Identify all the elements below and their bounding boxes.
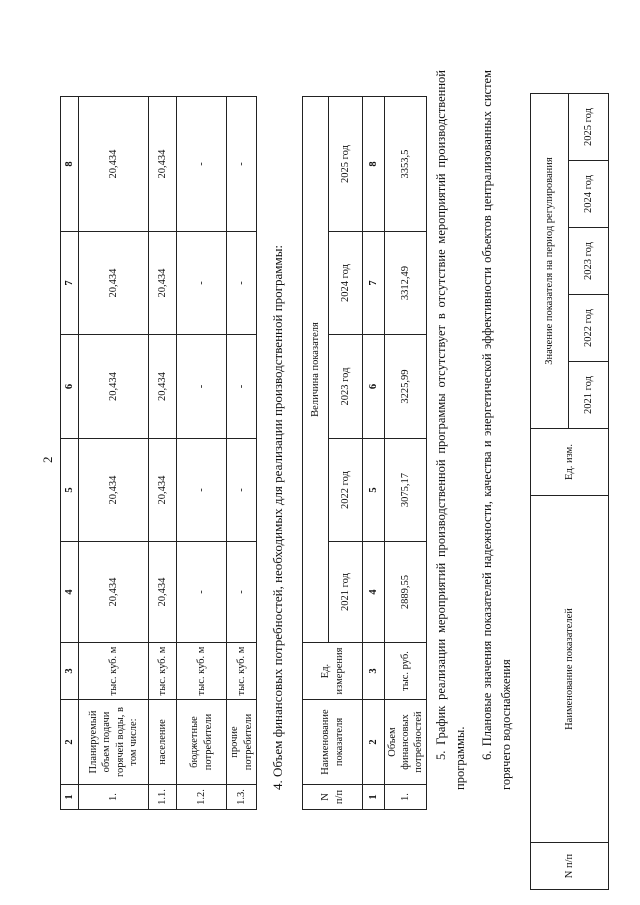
water-supply-table — [60, 96, 257, 810]
table-row — [79, 97, 149, 810]
row-name: Планируемый объем подачи горячей воды, в том числе: — [79, 700, 149, 785]
header-cell: 8 — [61, 97, 79, 232]
col-name-header: Наименование показателя — [303, 700, 363, 785]
row-value: 3225,99 — [385, 335, 427, 439]
section-6-paragraph: 6. Плановые значения показателей надежности, качества и энергетической эффективности объектов централизованных систем горячего водоснабжения — [480, 70, 513, 790]
year-header: 2023 год — [329, 335, 363, 439]
section-5-text — [432, 70, 470, 790]
row-value: - — [177, 335, 227, 439]
row-number: 1.3. — [227, 785, 257, 810]
row-value: - — [177, 97, 227, 232]
section-5-paragraph: 5. График реализации мероприятий производственной программы отсутствует в отсутствие мероприятий производственной программы. — [434, 70, 467, 790]
section-4-title: 4. Объем финансовых потребностей, необходимых для реализации производственной программы: — [270, 244, 285, 790]
table-header-row — [531, 94, 569, 890]
row-unit: тыс. куб. м — [177, 643, 227, 700]
row-name: прочие потребители — [227, 700, 257, 785]
header-cell: 1 — [61, 785, 79, 810]
col-n-header: N п/п — [303, 785, 363, 810]
year-header: 2022 год — [329, 439, 363, 542]
row-value: 3353,5 — [385, 97, 427, 232]
row-unit: тыс. руб. — [385, 643, 427, 700]
table-row — [385, 97, 427, 810]
row-value: 20,434 — [79, 232, 149, 335]
year-header: 2023 год — [569, 228, 609, 295]
index-cell: 4 — [363, 542, 385, 643]
header-cell: 6 — [61, 335, 79, 439]
row-value: 3312,49 — [385, 232, 427, 335]
financial-needs-table — [302, 96, 427, 810]
header-cell: 3 — [61, 643, 79, 700]
row-value: 20,434 — [79, 335, 149, 439]
row-value: - — [177, 542, 227, 643]
header-cell: 7 — [61, 232, 79, 335]
table-row — [177, 97, 227, 810]
reliability-indicators-table — [530, 93, 609, 890]
year-header: 2025 год — [569, 94, 609, 161]
row-value: 20,434 — [149, 542, 177, 643]
index-cell: 8 — [363, 97, 385, 232]
table-row — [149, 97, 177, 810]
col-group-header: Значение показателя на период регулирования — [531, 94, 569, 429]
col-group-header: Величина показателя — [303, 97, 329, 643]
row-name: бюджетные потребители — [177, 700, 227, 785]
year-header: 2022 год — [569, 295, 609, 362]
table-header-row — [303, 97, 329, 810]
row-value: 20,434 — [149, 335, 177, 439]
row-number: 1.1. — [149, 785, 177, 810]
row-number: 1.2. — [177, 785, 227, 810]
row-value: 2889,55 — [385, 542, 427, 643]
col-name-header: Наименование показателей — [531, 496, 609, 843]
year-header: 2021 год — [329, 542, 363, 643]
row-value: 20,434 — [79, 542, 149, 643]
row-unit: тыс. куб. м — [149, 643, 177, 700]
index-cell: 2 — [363, 700, 385, 785]
index-cell: 5 — [363, 439, 385, 542]
table-header-row — [61, 97, 79, 810]
year-header: 2024 год — [329, 232, 363, 335]
year-header: 2025 год — [329, 97, 363, 232]
row-value: 20,434 — [149, 232, 177, 335]
table-index-row — [363, 97, 385, 810]
section-6-text — [478, 70, 516, 790]
row-value: 3075,17 — [385, 439, 427, 542]
year-header: 2021 год — [569, 362, 609, 429]
table-row — [227, 97, 257, 810]
row-value: - — [227, 335, 257, 439]
col-unit-header: Ед. изм. — [531, 429, 609, 496]
page-number: 2 — [40, 456, 55, 463]
row-name: население — [149, 700, 177, 785]
row-unit: тыс. куб. м — [227, 643, 257, 700]
header-cell: 4 — [61, 542, 79, 643]
row-value: - — [227, 542, 257, 643]
header-cell: 2 — [61, 700, 79, 785]
index-cell: 1 — [363, 785, 385, 810]
row-number: 1. — [79, 785, 149, 810]
row-value: - — [177, 232, 227, 335]
row-value: 20,434 — [149, 97, 177, 232]
row-value: 20,434 — [149, 439, 177, 542]
row-unit: тыс. куб. м — [79, 643, 149, 700]
row-value: - — [177, 439, 227, 542]
index-cell: 7 — [363, 232, 385, 335]
year-header: 2024 год — [569, 161, 609, 228]
row-value: - — [227, 97, 257, 232]
row-value: - — [227, 439, 257, 542]
index-cell: 6 — [363, 335, 385, 439]
row-number: 1. — [385, 785, 427, 810]
header-cell: 5 — [61, 439, 79, 542]
row-value: 20,434 — [79, 439, 149, 542]
col-n-header: N п/п — [531, 843, 609, 890]
col-unit-header: Ед. измерения — [303, 643, 363, 700]
row-name: Объем финансовых потребностей — [385, 700, 427, 785]
index-cell: 3 — [363, 643, 385, 700]
row-value: 20,434 — [79, 97, 149, 232]
row-value: - — [227, 232, 257, 335]
